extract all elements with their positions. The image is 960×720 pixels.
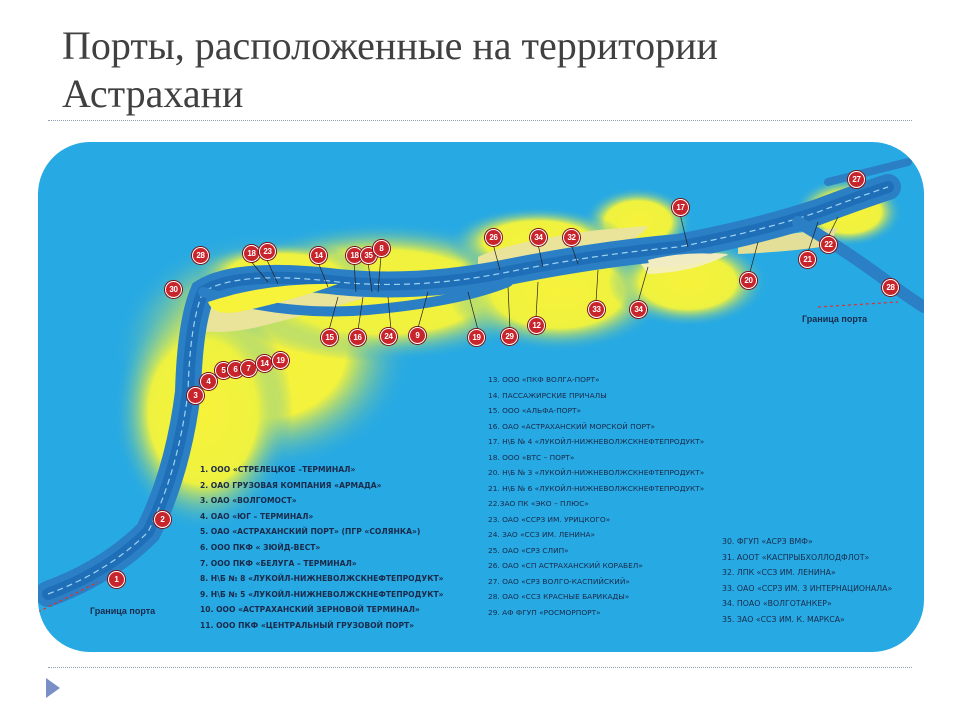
port-marker[interactable]: 3 xyxy=(187,387,204,404)
legend-item: 27. ОАО «СРЗ ВОЛГО-КАСПИЙСКИЙ» xyxy=(488,576,630,586)
port-marker[interactable]: 33 xyxy=(588,301,605,318)
legend-item: 4. ОАО «ЮГ – ТЕРМИНАЛ» xyxy=(200,511,314,521)
legend-item: 15. ООО «АЛЬФА-ПОРТ» xyxy=(488,406,582,415)
port-marker[interactable]: 17 xyxy=(672,199,689,216)
port-marker[interactable]: 20 xyxy=(740,272,757,289)
legend-item: 25. ОАО «СРЗ СЛИП» xyxy=(488,545,569,555)
legend-item: 7. ООО ПКФ «БЕЛУГА – ТЕРМИНАЛ» xyxy=(200,558,357,568)
legend-item: 5. ОАО «АСТРАХАНСКИЙ ПОРТ» (ПГР «СОЛЯНКА») xyxy=(200,527,421,537)
port-marker[interactable]: 16 xyxy=(349,329,366,346)
footer-divider xyxy=(48,667,912,668)
legend-item: 32. ЛПК «ССЗ ИМ. ЛЕНИНА» xyxy=(722,568,836,578)
port-marker[interactable]: 29 xyxy=(501,328,518,345)
legend-item: 18. ООО «ВТС – ПОРТ» xyxy=(488,452,575,462)
page-title: Порты, расположенные на территории Астрахани xyxy=(62,23,718,116)
port-marker[interactable]: 26 xyxy=(485,229,502,246)
legend-item: 28. ОАО «ССЗ КРАСНЫЕ БАРИКАДЫ» xyxy=(488,592,630,601)
legend-list xyxy=(488,372,704,620)
legend-item: 6. ООО ПКФ « ЗЮЙД-ВЕСТ» xyxy=(200,542,321,552)
legend-item: 33. ОАО «ССРЗ ИМ. 3 ИНТЕРНАЦИОНАЛА» xyxy=(722,583,893,593)
legend-item: 34. ПОАО «ВОЛГОТАНКЕР» xyxy=(722,599,832,609)
port-marker[interactable]: 14 xyxy=(310,247,327,264)
legend-item: 23. ОАО «ССРЗ ИМ. УРИЦКОГО» xyxy=(488,514,611,524)
legend-item: 31. АООТ «КАСПРЫБХОЛЛОДФЛОТ» xyxy=(722,552,870,562)
port-marker[interactable]: 22 xyxy=(820,236,837,253)
legend-item: 24. ЗАО «ССЗ ИМ. ЛЕНИНА» xyxy=(488,530,596,539)
port-marker[interactable]: 2 xyxy=(154,511,171,528)
legend-item: 21. Н\Б № 6 «ЛУКОЙЛ-НИЖНЕВОЛЖСКНЕФТЕПРОДУКТ» xyxy=(488,483,705,493)
legend-item: 17. Н\Б № 4 «ЛУКОЙЛ-НИЖНЕВОЛЖСКНЕФТЕПРОДУКТ» xyxy=(488,437,705,446)
port-marker[interactable]: 24 xyxy=(380,328,397,345)
legend-item: 16. ОАО «АСТРАХАНСКИЙ МОРСКОЙ ПОРТ» xyxy=(488,421,656,431)
port-marker[interactable]: 28 xyxy=(882,279,899,296)
next-slide-icon[interactable] xyxy=(46,678,60,698)
port-marker[interactable]: 15 xyxy=(321,329,338,346)
legend-item: 35. ЗАО «ССЗ ИМ. К. МАРКСА» xyxy=(722,614,845,624)
legend-item: 3. ОАО «ВОЛГОМОСТ» xyxy=(200,496,297,506)
port-marker[interactable]: 14 xyxy=(256,355,273,372)
port-marker[interactable]: 12 xyxy=(528,317,545,334)
port-border-label: Граница порта xyxy=(90,606,156,616)
port-marker[interactable]: 9 xyxy=(409,327,426,344)
legend-item: 30. ФГУП «АСРЗ ВМФ» xyxy=(722,537,813,546)
legend-item: 26. ОАО «СП АСТРАХАНСКИЙ КОРАБЕЛ» xyxy=(488,561,643,570)
port-marker[interactable]: 4 xyxy=(200,373,217,390)
port-marker[interactable]: 5 xyxy=(215,362,232,379)
port-marker[interactable]: 19 xyxy=(272,352,289,369)
legend-item: 1. ООО «СТРЕЛЕЦКОЕ –ТЕРМИНАЛ» xyxy=(200,465,356,474)
legend-item: 13. ООО «ПКФ ВОЛГА-ПОРТ» xyxy=(488,375,600,384)
port-marker[interactable]: 18 xyxy=(346,247,363,264)
legend-item: 20. Н\Б № 3 «ЛУКОЙЛ-НИЖНЕВОЛЖСКНЕФТЕПРОДУКТ» xyxy=(488,468,705,477)
port-marker[interactable]: 27 xyxy=(848,171,865,188)
port-marker[interactable]: 23 xyxy=(259,243,276,260)
legend-item: 8. Н\Б № 8 «ЛУКОЙЛ-НИЖНЕВОЛЖСКНЕФТЕПРОДУКТ» xyxy=(200,574,444,584)
title-divider xyxy=(48,120,912,121)
legend-item: 14. ПАССАЖИРСКИЕ ПРИЧАЛЫ xyxy=(488,390,607,400)
port-border-label: Граница порта xyxy=(802,314,868,324)
port-marker[interactable]: 18 xyxy=(243,245,260,262)
port-marker[interactable]: 1 xyxy=(108,571,125,588)
legend-item: 22.ЗАО ПК «ЭКО – ПЛЮС» xyxy=(488,499,589,508)
port-marker[interactable]: 8 xyxy=(373,240,390,257)
legend-item: 2. ОАО ГРУЗОВАЯ КОМПАНИЯ «АРМАДА» xyxy=(200,480,382,490)
legend-list xyxy=(200,462,444,634)
port-marker[interactable]: 7 xyxy=(240,360,257,377)
port-marker[interactable]: 30 xyxy=(165,281,182,298)
port-marker[interactable]: 32 xyxy=(563,229,580,246)
port-marker[interactable]: 35 xyxy=(360,247,377,264)
port-marker[interactable]: 34 xyxy=(530,229,547,246)
legend-item: 11. ООО ПКФ «ЦЕНТРАЛЬНЫЙ ГРУЗОВОЙ ПОРТ» xyxy=(200,620,415,630)
legend-item: 29. АФ ФГУП «РОСМОРПОРТ» xyxy=(488,607,601,617)
port-marker[interactable]: 21 xyxy=(799,251,816,268)
port-marker[interactable]: 6 xyxy=(227,361,244,378)
port-marker[interactable]: 34 xyxy=(630,301,647,318)
port-marker[interactable]: 19 xyxy=(468,329,485,346)
legend-list xyxy=(722,534,892,628)
legend-item: 10. ООО «АСТРАХАНСКИЙ ЗЕРНОВОЙ ТЕРМИНАЛ» xyxy=(200,605,420,615)
port-marker[interactable]: 28 xyxy=(192,247,209,264)
legend-item: 9. Н\Б № 5 «ЛУКОЙЛ-НИЖНЕВОЛЖСКНЕФТЕПРОДУКТ» xyxy=(200,589,444,599)
